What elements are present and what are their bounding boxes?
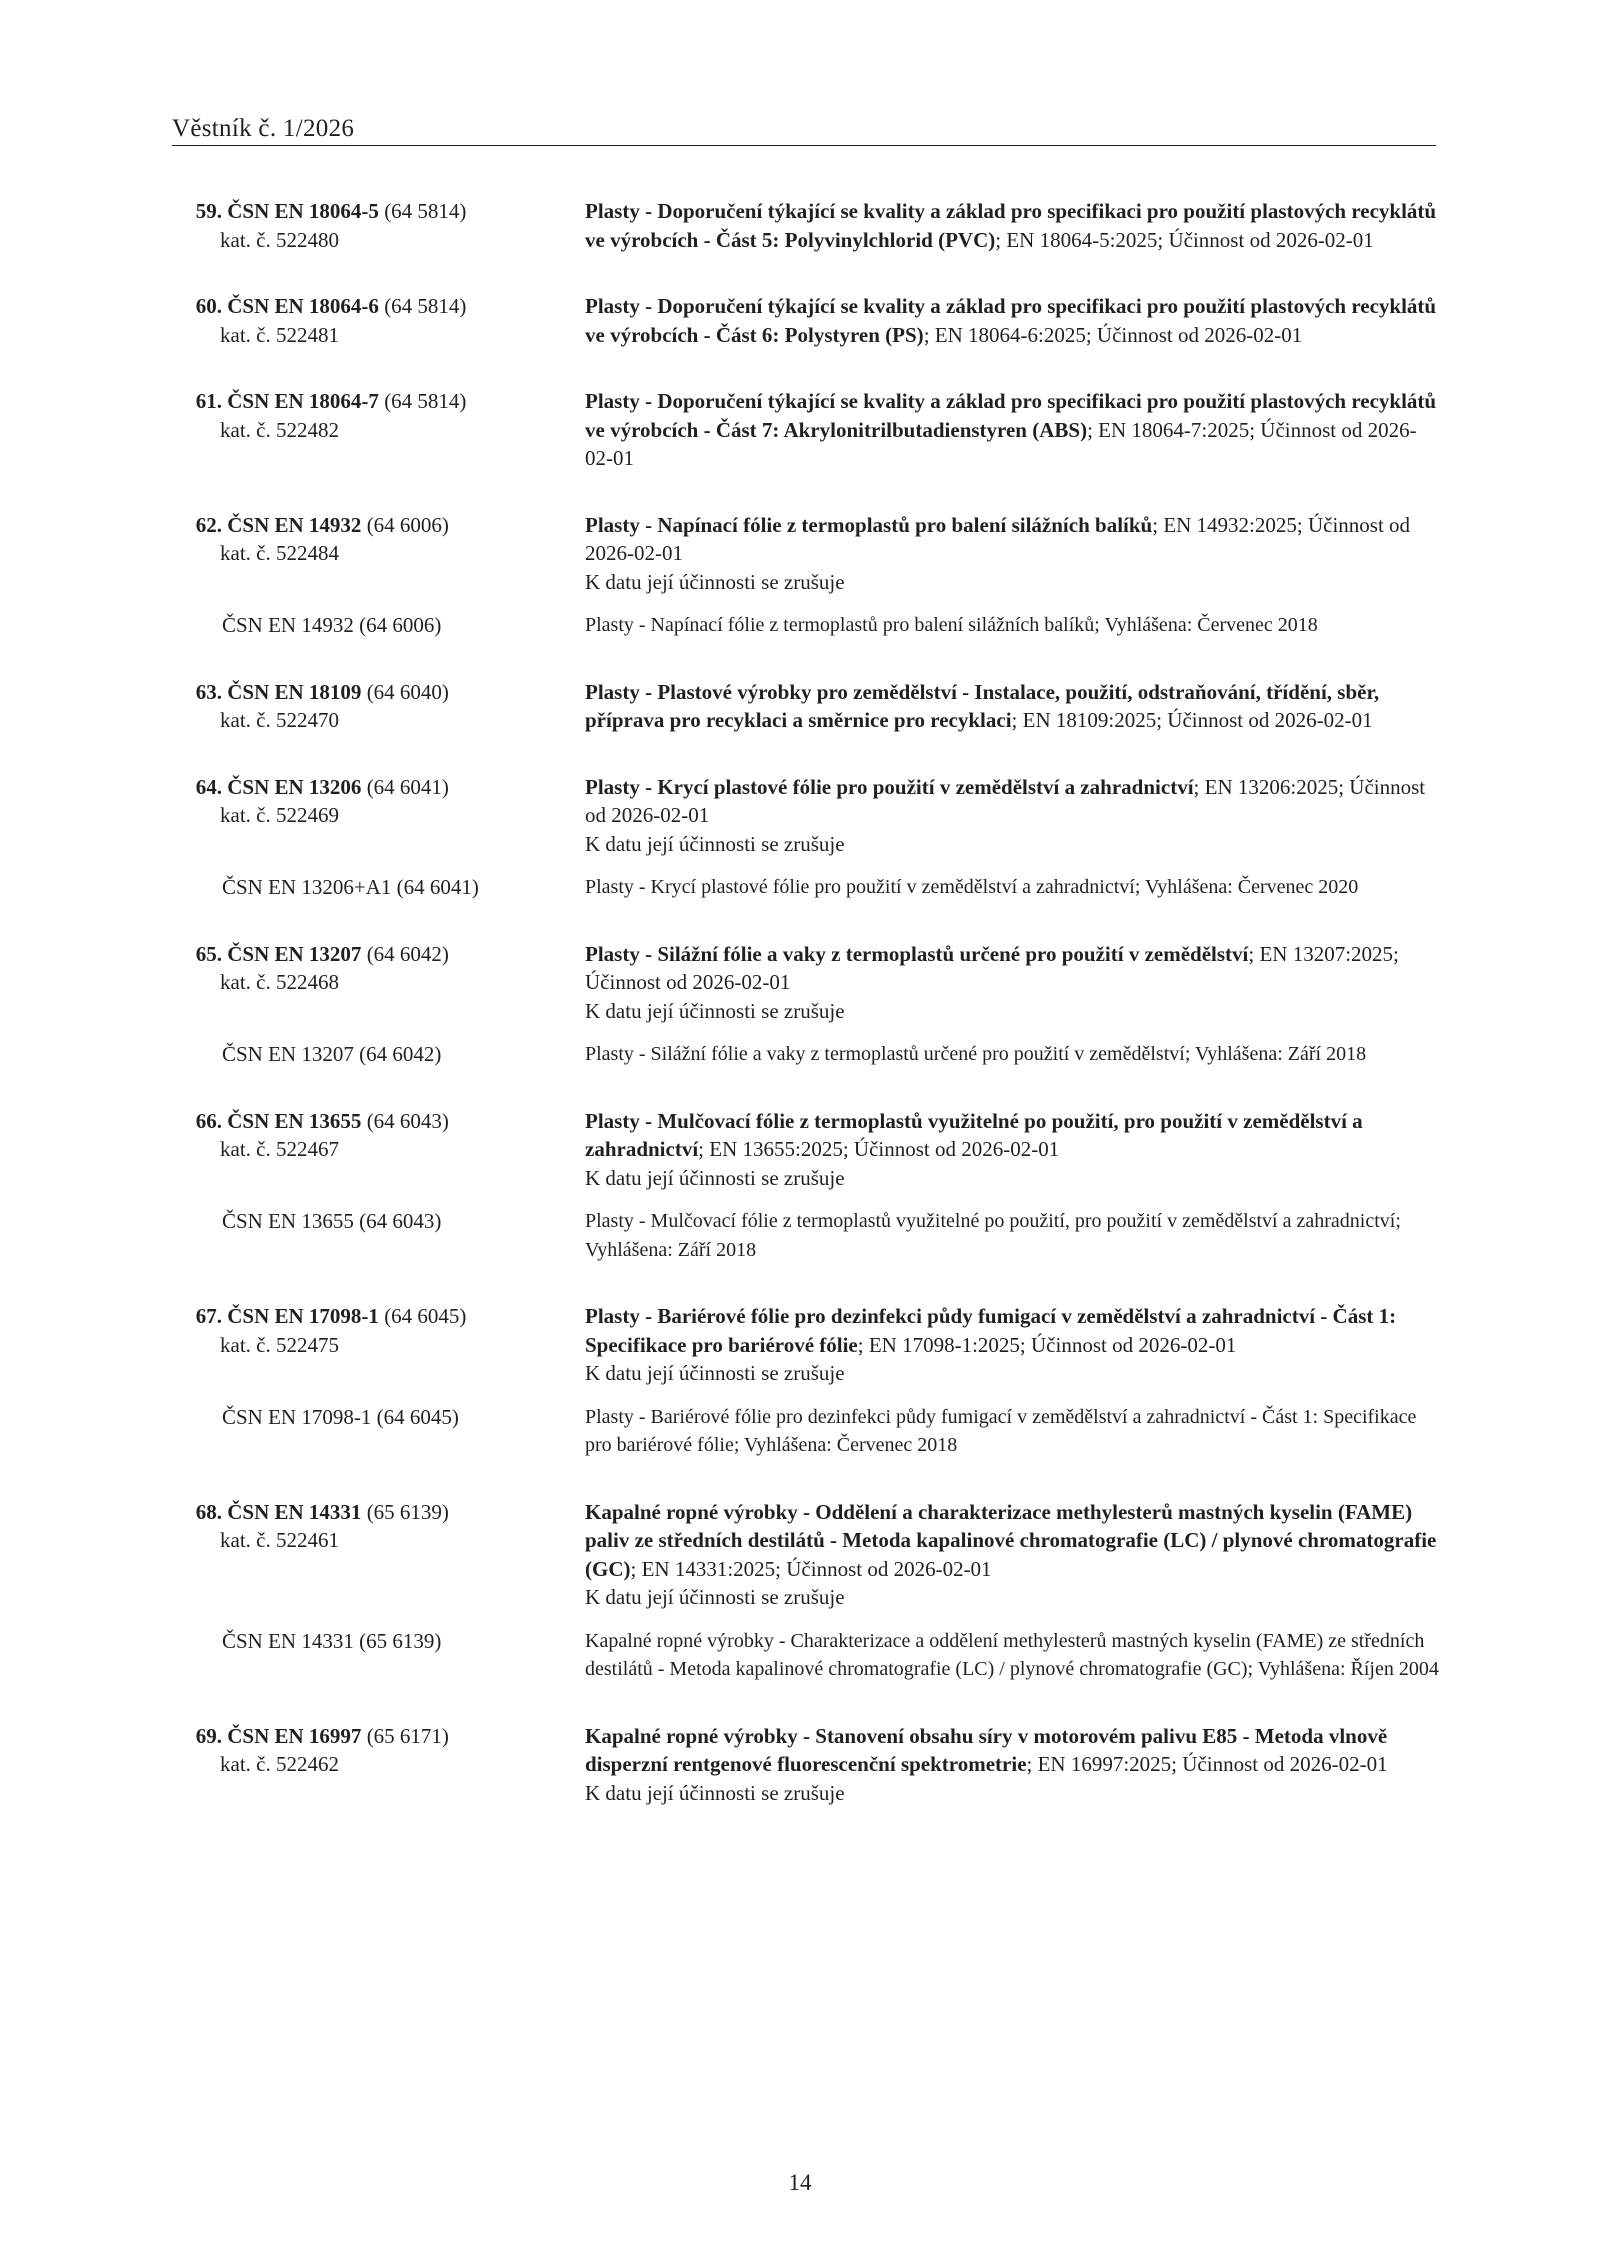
- replaced-standard-title: Plasty - Bariérové fólie pro dezinfekci půdy fumigací v zemědělství a zahradnictví - Část 1: Specifikace pro bariérové fólie; Vyhlášena: Červenec 2018: [585, 1405, 1417, 1456]
- replaced-standard-id: ČSN EN 13655 (64 6043): [222, 1209, 442, 1233]
- entry-main-row: [172, 1498, 1442, 1612]
- entry-identifier: [172, 1302, 585, 1359]
- standard-entry: [172, 197, 1442, 254]
- standard-code: (64 5814): [384, 294, 467, 318]
- entry-number: 68.: [195, 1499, 222, 1524]
- entry-identifier: [172, 197, 585, 254]
- standard-details: ; EN 17098-1:2025; Účinnost od 2026-02-01: [857, 1332, 1237, 1357]
- replaced-standard-id: ČSN EN 14932 (64 6006): [222, 613, 442, 637]
- replaced-standard-id: ČSN EN 17098-1 (64 6045): [222, 1404, 459, 1429]
- standard-id: ČSN EN 17098-1: [227, 1304, 379, 1328]
- standard-id: ČSN EN 18064-5: [227, 199, 379, 223]
- entry-description: [585, 1107, 1442, 1193]
- entry-number: 64.: [195, 774, 222, 799]
- standard-details: ; EN 14331:2025; Účinnost od 2026-02-01: [630, 1556, 992, 1581]
- cancellation-note: K datu její účinnosti se zrušuje: [585, 831, 845, 856]
- catalog-number: kat. č. 522461: [220, 1528, 339, 1552]
- entry-identifier: [172, 678, 585, 735]
- entry-identifier: [172, 940, 585, 997]
- standard-details: ; EN 18109:2025; Účinnost od 2026-02-01: [1011, 708, 1373, 732]
- cancellation-note: K datu její účinnosti se zrušuje: [585, 1585, 845, 1609]
- entry-main-row: [172, 773, 1442, 859]
- standard-entry: [172, 511, 1442, 640]
- entry-main-row: [172, 1107, 1442, 1193]
- standard-title: Plasty - Doporučení týkající se kvality a základ pro specifikaci pro použití plastových recyklátů ve výrobcích - Část 6: Polystyren (PS): [585, 294, 1437, 347]
- entry-main-row: [172, 511, 1442, 597]
- bulletin-title: Věstník č. 1/2026: [172, 115, 355, 142]
- catalog-number: kat. č. 522484: [220, 541, 339, 565]
- standard-details: ; EN 18064-5:2025; Účinnost od 2026-02-01: [995, 227, 1374, 252]
- standard-code: (64 6045): [384, 1304, 467, 1328]
- replaced-standard-row: [172, 1040, 1442, 1069]
- entry-identifier: [172, 292, 585, 349]
- entry-number: 63.: [195, 679, 222, 704]
- cancellation-note: K datu její účinnosti se zrušuje: [585, 569, 845, 594]
- entry-identifier: [172, 773, 585, 830]
- standard-title: Plasty - Silážní fólie a vaky z termoplastů určené pro použití v zemědělství: [585, 941, 1249, 966]
- entry-identifier: [172, 511, 585, 568]
- standard-id: ČSN EN 18064-6: [227, 294, 379, 318]
- replaced-standard-row: [172, 611, 1442, 640]
- standard-code: (64 6006): [366, 512, 449, 537]
- standard-entry: [172, 1722, 1442, 1808]
- entry-identifier: [172, 1722, 585, 1779]
- standard-entry: [172, 292, 1442, 349]
- catalog-number: kat. č. 522467: [220, 1137, 339, 1161]
- standard-entry: [172, 387, 1442, 473]
- catalog-number: kat. č. 522470: [220, 708, 339, 732]
- standard-entry: [172, 678, 1442, 735]
- standard-details: ; EN 16997:2025; Účinnost od 2026-02-01: [1026, 1752, 1388, 1776]
- entry-identifier: [172, 1107, 585, 1164]
- standard-entry: [172, 940, 1442, 1069]
- entry-description: [585, 678, 1442, 735]
- standard-code: (64 5814): [384, 199, 467, 223]
- standard-title: Plasty - Plastové výrobky pro zemědělství - Instalace, použití, odstraňování, třídění, sběr, příprava pro recyklaci a směrnice pro recyklaci: [585, 679, 1380, 732]
- cancellation-note: K datu její účinnosti se zrušuje: [585, 998, 845, 1023]
- standard-details: ; EN 13655:2025; Účinnost od 2026-02-01: [698, 1137, 1060, 1161]
- standard-entry: [172, 1107, 1442, 1265]
- standard-code: (64 6042): [366, 941, 449, 966]
- entry-main-row: [172, 940, 1442, 1026]
- replaced-standard-id: ČSN EN 14331 (65 6139): [222, 1628, 442, 1653]
- page-header: [172, 115, 1436, 146]
- entry-number: 59.: [195, 199, 222, 223]
- standard-code: (64 6043): [366, 1108, 449, 1133]
- entry-description: [585, 940, 1442, 1026]
- standard-entry: [172, 1302, 1442, 1460]
- standard-code: (65 6171): [366, 1723, 449, 1748]
- entry-description: [585, 773, 1442, 859]
- standard-title: Plasty - Mulčovací fólie z termoplastů využitelné po použití, pro použití v zemědělství a zahradnictví: [585, 1108, 1363, 1161]
- replaced-standard-title: Plasty - Napínací fólie z termoplastů pro balení silážních balíků; Vyhlášena: Červenec 2018: [585, 614, 1318, 636]
- catalog-number: kat. č. 522468: [220, 970, 339, 994]
- entry-main-row: [172, 1722, 1442, 1808]
- replaced-standard-row: [172, 1627, 1442, 1684]
- standard-details: ; EN 18064-7:2025; Účinnost od 2026-02-01: [585, 417, 1417, 470]
- standard-id: ČSN EN 13655: [227, 1108, 362, 1133]
- entry-main-row: [172, 1302, 1442, 1388]
- entry-description: [585, 292, 1442, 349]
- standard-id: ČSN EN 18064-7: [227, 389, 379, 413]
- standard-details: ; EN 13207:2025; Účinnost od 2026-02-01: [585, 941, 1399, 994]
- standard-id: ČSN EN 14331: [227, 1499, 362, 1524]
- entry-main-row: [172, 678, 1442, 735]
- replaced-standard-title: Plasty - Silážní fólie a vaky z termoplastů určené pro použití v zemědělství; Vyhlášena: Září 2018: [585, 1043, 1367, 1065]
- standard-title: Plasty - Bariérové fólie pro dezinfekci půdy fumigací v zemědělství a zahradnictví - Část 1: Specifikace pro bariérové fólie: [585, 1304, 1397, 1357]
- standard-code: (64 6041): [366, 774, 449, 799]
- replaced-standard-title: Plasty - Mulčovací fólie z termoplastů využitelné po použití, pro použití v zemědělství a zahradnictví; Vyhlášena: Září 2018: [585, 1210, 1401, 1261]
- replaced-standard-id: ČSN EN 13207 (64 6042): [222, 1042, 442, 1066]
- cancellation-note: K datu její účinnosti se zrušuje: [585, 1165, 845, 1190]
- entry-number: 61.: [195, 389, 222, 413]
- entry-number: 69.: [195, 1723, 222, 1748]
- entry-description: [585, 1498, 1442, 1612]
- standard-title: Plasty - Krycí plastové fólie pro použití v zemědělství a zahradnictví: [585, 774, 1194, 799]
- standard-entry: [172, 773, 1442, 902]
- standard-id: ČSN EN 16997: [227, 1723, 362, 1748]
- standard-id: ČSN EN 14932: [227, 512, 362, 537]
- standard-id: ČSN EN 18109: [227, 679, 362, 704]
- catalog-number: kat. č. 522475: [220, 1332, 339, 1357]
- cancellation-note: K datu její účinnosti se zrušuje: [585, 1780, 845, 1805]
- entry-number: 67.: [195, 1304, 222, 1328]
- replaced-standard-id: ČSN EN 13206+A1 (64 6041): [222, 875, 479, 899]
- entry-number: 66.: [195, 1108, 222, 1133]
- entry-description: [585, 1302, 1442, 1388]
- entry-number: 62.: [195, 512, 222, 537]
- replaced-standard-title: Plasty - Krycí plastové fólie pro použití v zemědělství a zahradnictví; Vyhlášena: Červenec 2020: [585, 876, 1359, 898]
- entry-identifier: [172, 1498, 585, 1555]
- entry-number: 65.: [195, 941, 222, 966]
- standard-details: ; EN 18064-6:2025; Účinnost od 2026-02-01: [923, 322, 1303, 347]
- entry-description: [585, 197, 1442, 254]
- standards-list: [172, 197, 1442, 1845]
- entry-identifier: [172, 387, 585, 444]
- standard-entry: [172, 1498, 1442, 1684]
- standard-title: Kapalné ropné výrobky - Oddělení a charakterizace methylesterů mastných kyselin (FAME) paliv ze středních destilátů - Metoda kapalinové chromatografie (LC) / plynové chromatografie (GC): [585, 1499, 1437, 1581]
- catalog-number: kat. č. 522469: [220, 803, 339, 827]
- standard-title: Plasty - Doporučení týkající se kvality a základ pro specifikaci pro použití plastových recyklátů ve výrobcích - Část 5: Polyvinylchlorid (PVC): [585, 199, 1437, 252]
- entry-main-row: [172, 292, 1442, 349]
- standard-code: (64 6040): [366, 679, 449, 704]
- entry-description: [585, 511, 1442, 597]
- standard-title: Kapalné ropné výrobky - Stanovení obsahu síry v motorovém palivu E85 - Metoda vlnově disperzní rentgenové fluorescenční spektrometrie: [585, 1723, 1388, 1776]
- standard-id: ČSN EN 13206: [227, 774, 362, 799]
- catalog-number: kat. č. 522481: [220, 322, 339, 347]
- standard-details: ; EN 13206:2025; Účinnost od 2026-02-01: [585, 774, 1426, 827]
- standard-id: ČSN EN 13207: [227, 941, 362, 966]
- standard-title: Plasty - Napínací fólie z termoplastů pro balení silážních balíků: [585, 512, 1153, 537]
- catalog-number: kat. č. 522482: [220, 417, 339, 442]
- page-number: 14: [788, 2170, 812, 2195]
- replaced-standard-row: [172, 1403, 1442, 1460]
- entry-description: [585, 387, 1442, 473]
- standard-details: ; EN 14932:2025; Účinnost od 2026-02-01: [585, 512, 1411, 565]
- standard-code: (64 5814): [384, 389, 467, 413]
- replaced-standard-title: Kapalné ropné výrobky - Charakterizace a oddělení methylesterů mastných kyselin (FAME) ze středních destilátů - Metoda kapalinové chromatografie (LC) / plynové chromatografie (GC); Vyhlášena: Říjen 2004: [585, 1629, 1439, 1680]
- replaced-standard-row: [172, 873, 1442, 902]
- entry-main-row: [172, 387, 1442, 473]
- standard-code: (65 6139): [366, 1499, 449, 1524]
- catalog-number: kat. č. 522480: [220, 227, 339, 252]
- entry-number: 60.: [195, 294, 222, 318]
- replaced-standard-row: [172, 1207, 1442, 1264]
- entry-description: [585, 1722, 1442, 1808]
- catalog-number: kat. č. 522462: [220, 1752, 339, 1776]
- entry-main-row: [172, 197, 1442, 254]
- cancellation-note: K datu její účinnosti se zrušuje: [585, 1361, 845, 1385]
- standard-title: Plasty - Doporučení týkající se kvality a základ pro specifikaci pro použití plastových recyklátů ve výrobcích - Část 7: Akrylonitrilbutadienstyren (ABS): [585, 389, 1437, 442]
